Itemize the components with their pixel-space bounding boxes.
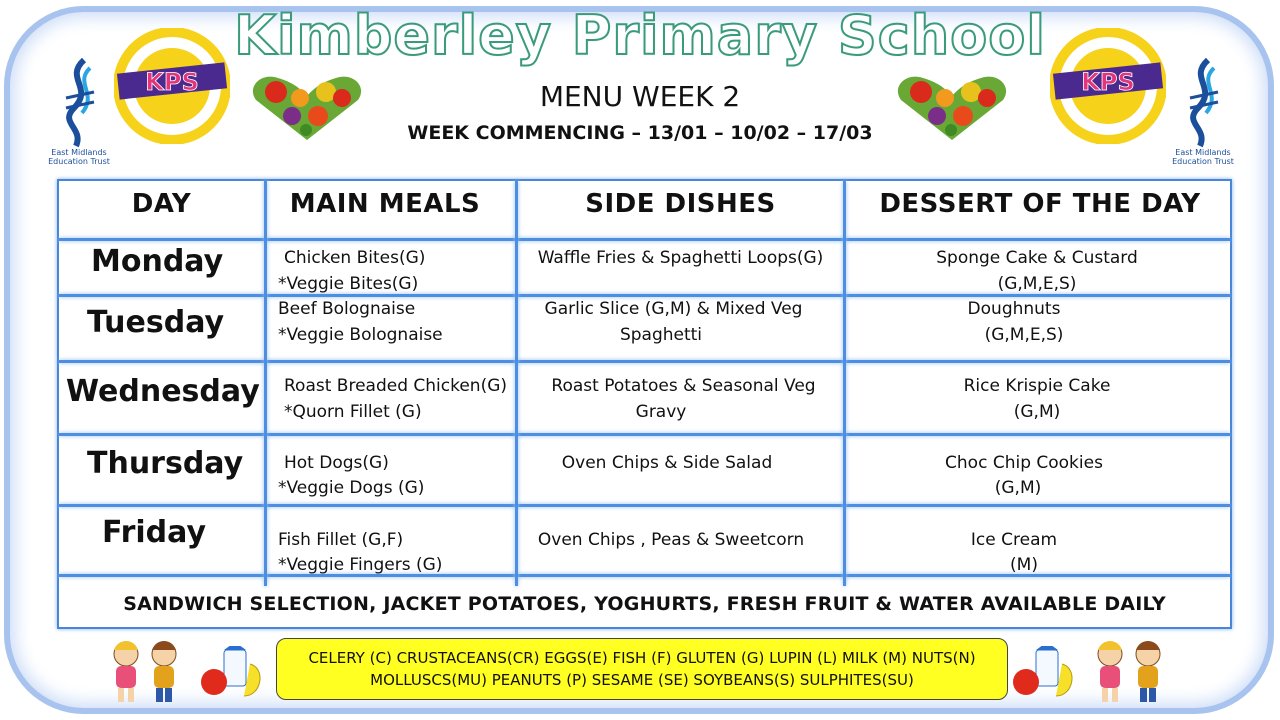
kps-monogram: KPS <box>145 68 199 96</box>
main-meal: Hot Dogs(G) <box>284 453 389 473</box>
milk-fruit-clipart-left <box>200 646 266 704</box>
header-dessert: DESSERT OF THE DAY <box>879 189 1201 219</box>
children-clipart-left <box>104 640 190 710</box>
col-divider <box>264 181 267 586</box>
day-wednesday: Wednesday <box>66 374 260 409</box>
dessert: Rice Krispie Cake <box>963 376 1111 396</box>
main-meal-veggie: *Quorn Fillet (G) <box>284 402 422 422</box>
children-clipart-icon <box>1088 640 1174 706</box>
row-divider <box>59 360 1230 363</box>
dessert-allergens: (G,M,E,S) <box>997 274 1077 294</box>
dessert: Choc Chip Cookies <box>945 453 1103 473</box>
row-divider <box>59 504 1230 507</box>
milk-fruit-clipart-right <box>1012 646 1078 704</box>
side-dish: Roast Potatoes & Seasonal Veg <box>551 376 816 396</box>
school-name: Kimberley Primary School <box>234 4 1046 67</box>
main-meal-veggie: *Veggie Bolognaise <box>278 325 443 345</box>
main-meal: Fish Fillet (G,F) <box>278 530 404 550</box>
side-dish: Oven Chips & Side Salad <box>561 453 773 473</box>
main-meal-veggie: *Veggie Dogs (G) <box>278 478 425 498</box>
trust-name-line1: East Midlands <box>1175 148 1231 157</box>
trust-name-line2: Education Trust <box>1172 157 1234 166</box>
dessert-allergens: (M) <box>1010 555 1038 575</box>
menu-title: MENU WEEK 2 <box>539 80 741 113</box>
side-dish: Garlic Slice (G,M) & Mixed Veg <box>544 299 803 319</box>
kps-monogram: KPS <box>1081 68 1135 96</box>
day-thursday: Thursday <box>87 446 244 481</box>
main-meal: Roast Breaded Chicken(G) <box>284 376 508 396</box>
main-meal: Beef Bolognaise <box>278 299 416 319</box>
header-main-meals: MAIN MEALS <box>289 189 481 219</box>
children-clipart-right <box>1088 640 1174 710</box>
allergen-legend <box>276 638 1008 700</box>
main-meal-veggie: *Veggie Bites(G) <box>278 274 419 294</box>
main-meal: Chicken Bites(G) <box>284 248 426 268</box>
side-dish: Oven Chips , Peas & Sweetcorn <box>537 530 805 550</box>
row-divider <box>59 238 1230 241</box>
dessert-allergens: (G,M) <box>1013 402 1061 422</box>
dessert-allergens: (G,M) <box>994 478 1042 498</box>
menu-table <box>57 179 1232 629</box>
trust-name-line2: Education Trust <box>48 157 110 166</box>
dessert: Sponge Cake & Custard <box>936 248 1138 268</box>
side-dish-extra: Gravy <box>635 402 687 422</box>
milk-fruit-clipart-icon <box>200 646 266 700</box>
day-monday: Monday <box>91 244 224 279</box>
milk-fruit-clipart-icon <box>1012 646 1078 700</box>
header-side-dishes: SIDE DISHES <box>585 189 776 219</box>
week-commencing: WEEK COMMENCING – 13/01 – 10/02 – 17/03 <box>407 122 873 144</box>
day-friday: Friday <box>102 515 207 550</box>
daily-availability-note: SANDWICH SELECTION, JACKET POTATOES, YOGHURTS, FRESH FRUIT & WATER AVAILABLE DAILY <box>123 593 1166 615</box>
row-divider <box>59 433 1230 436</box>
side-dish-extra: Spaghetti <box>619 325 703 345</box>
trust-logo-right <box>1168 58 1238 168</box>
children-clipart-icon <box>104 640 190 706</box>
dessert: Ice Cream <box>970 530 1058 550</box>
allergen-line-1: CELERY (C) CRUSTACEANS(CR) EGGS(E) FISH (F) GLUTEN (G) LUPIN (L) MILK (M) NUTS(N) <box>308 649 976 667</box>
dessert-allergens: (G,M,E,S) <box>984 325 1064 345</box>
trust-name-line1: East Midlands <box>51 148 107 157</box>
main-meal-veggie: *Veggie Fingers (G) <box>278 555 443 575</box>
dessert: Doughnuts <box>967 299 1061 319</box>
header-day: DAY <box>131 189 192 219</box>
allergen-line-2: MOLLUSCS(MU) PEANUTS (P) SESAME (SE) SOYBEANS(S) SULPHITES(SU) <box>370 671 914 689</box>
trust-logo-left <box>44 58 114 168</box>
day-tuesday: Tuesday <box>87 305 225 340</box>
side-dish: Waffle Fries & Spaghetti Loops(G) <box>537 248 824 268</box>
